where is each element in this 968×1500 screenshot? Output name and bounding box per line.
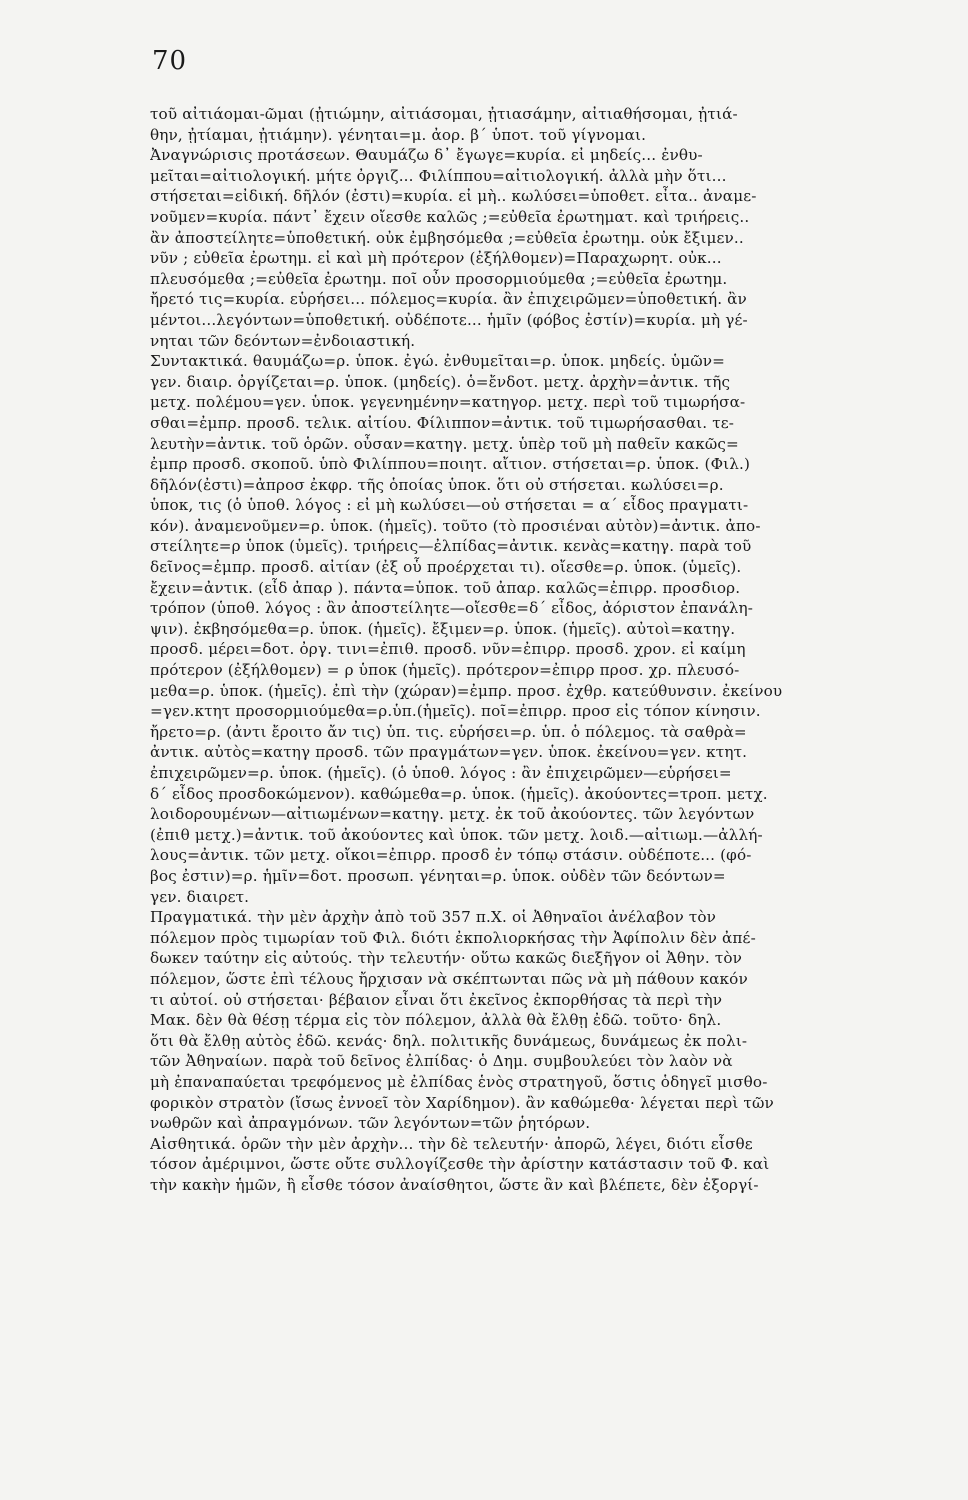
text-line: πόλεμον, ὥστε ἐπὶ τέλους ἤρχισαν νὰ σκέπτωνται πῶς νὰ μὴ πάθουν κακόν (150, 969, 748, 988)
text-line: μεῖται=αἰτιολογική. μήτε ὀργιζ... Φιλίππου=αἰτιολογική. ἀλλὰ μὴν ὅτι... (150, 166, 727, 185)
text-line: νῦν ; εὐθεῖα ἐρωτημ. εἰ καὶ μὴ πρότερον (ἐξήλθομεν)=Παραχωρητ. οὐκ... (150, 249, 722, 268)
text-line: πόλεμον πρὸς τιμωρίαν τοῦ Φιλ. διότι ἐκπολιορκήσας τὴν Ἀφίπολιν δὲν ἀπέ- (150, 928, 756, 947)
text-line: δ΄ εἶδος προσδοκώμενον). καθώμεθα=ρ. ὑποκ. (ἡμεῖς). ἀκούοντες=τροπ. μετχ. (150, 784, 768, 803)
text-line: μεθα=ρ. ὑποκ. (ἡμεῖς). ἐπὶ τὴν (χώραν)=ἐμπρ. προσ. ἐχθρ. κατεύθυνσιν. ἐκείνου (150, 681, 783, 700)
text-line: νωθρῶν καὶ ἀπραγμόνων. τῶν λεγόντων=τῶν ῥητόρων. (150, 1114, 591, 1133)
text-line: τὴν κακὴν ἡμῶν, ἢ εἶσθε τόσον ἀναίσθητοι, ὥστε ἂν καὶ βλέπετε, δὲν ἐξοργί- (150, 1175, 759, 1194)
text-line: γεν. διαιρ. ὀργίζεται=ρ. ὑποκ. (μηδείς). ὁ=ἔνδοτ. μετχ. ἀρχὴν=ἀντικ. τῆς (150, 372, 731, 391)
text-line: πρότερον (ἐξήλθομεν) = ρ ὑποκ (ἡμεῖς). πρότερον=ἐπιρρ προσ. χρ. πλευσό- (150, 661, 740, 680)
text-line: ἤρετό τις=κυρία. εὑρήσει... πόλεμος=κυρία. ἂν ἐπιχειρῶμεν=ὑποθετική. ἂν (150, 290, 747, 309)
text-line: ἤρετο=ρ. (ἀντι ἔροιτο ἄν τις) ὑπ. τις. εὑρήσει=ρ. ὑπ. ὁ πόλεμος. τὰ σαθρὰ= (150, 722, 747, 741)
text-line: πλευσόμεθα ;=εὐθεῖα ἐρωτημ. ποῖ οὖν προσορμιούμεθα ;=εὐθεῖα ἐρωτημ. (150, 269, 728, 288)
text-line: Πραγματικά. τὴν μὲν ἀρχὴν ἀπὸ τοῦ 357 π.Χ. οἱ Ἀθηναῖοι ἀνέλαβον τὸν (150, 908, 717, 927)
text-line: ψιν). ἐκβησόμεθα=ρ. ὑποκ. (ἡμεῖς). ἔξιμεν=ρ. ὑποκ. (ἡμεῖς). αὐτοὶ=κατηγ. (150, 619, 736, 638)
text-line: ἐμπρ προσδ. σκοποῦ. ὑπὸ Φιλίππου=ποιητ. αἴτιον. στήσεται=ρ. ὑποκ. (Φιλ.) (150, 455, 751, 474)
text-line: ἀντικ. αὐτὸς=κατηγ προσδ. τῶν πραγμάτων=γεν. ὑποκ. ἐκείνου=γεν. κτητ. (150, 743, 748, 762)
text-line: δωκεν ταύτην εἰς αὐτούς. τὴν τελευτήν· οὕτω κακῶς διεξῆγον οἱ Ἀθην. τὸν (150, 949, 743, 968)
text-line: ὑποκ, τις (ὁ ὑποθ. λόγος : εἰ μὴ κωλύσει—οὐ στήσεται = α΄ εἶδος πραγματι- (150, 496, 749, 515)
text-line: Συντακτικά. θαυμάζω=ρ. ὑποκ. ἐγώ. ἐνθυμεῖται=ρ. ὑποκ. μηδείς. ὑμῶν= (150, 352, 726, 371)
text-line: μέντοι...λεγόντων=ὑποθετική. οὐδέποτε... ἡμῖν (φόβος ἐστίν)=κυρία. μὴ γέ- (150, 310, 748, 329)
text-line: λοιδορουμένων—αἰτιωμένων=κατηγ. μετχ. ἐκ τοῦ ἀκούοντες. τῶν λεγόντων (150, 805, 755, 824)
page-number: 70 (152, 46, 188, 76)
text-line: =γεν.κτητ προσορμιούμεθα=ρ.ὑπ.(ἡμεῖς). ποῖ=ἐπιρρ. προσ εἰς τόπον κίνησιν. (150, 702, 761, 721)
text-line: στείλητε=ρ ὑποκ (ὑμεῖς). τριήρεις—ἐλπίδας=ἀντικ. κενὰς=κατηγ. παρὰ τοῦ (150, 537, 752, 556)
text-line: λους=ἀντικ. τῶν μετχ. οἴκοι=ἐπιρρ. προσδ ἐν τόπῳ στάσιν. οὐδέποτε... (φό- (150, 846, 752, 865)
text-line: ὅτι θὰ ἔλθῃ αὐτὸς ἐδῶ. κενάς· δηλ. πολιτικῆς δυνάμεως, δυνάμεως ἐκ πολι- (150, 1031, 748, 1050)
text-line: τοῦ αἰτιάομαι-ῶμαι (ᾐτιώμην, αἰτιάσομαι, ᾐτιασάμην, αἰτιαθήσομαι, ᾐτιά- (150, 105, 738, 123)
text-line: νοῦμεν=κυρία. πάντ᾽ ἔχειν οἴεσθε καλῶς ;=εὐθεῖα ἐρωτηματ. καὶ τριήρεις.. (150, 207, 750, 226)
text-line: κόν). ἀναμενοῦμεν=ρ. ὑποκ. (ἡμεῖς). τοῦτο (τὸ προσιέναι αὐτὸν)=ἀντικ. ἀπο- (150, 516, 761, 535)
text-line: ἐπιχειρῶμεν=ρ. ὑποκ. (ἡμεῖς). (ὁ ὑποθ. λόγος : ἂν ἐπιχειρῶμεν—εὑρήσει= (150, 764, 732, 782)
text-line: Ἀναγνώρισις προτάσεων. Θαυμάζω δ᾽ ἔγωγε=κυρία. εἰ μηδείς... ἐνθυ- (150, 146, 703, 165)
commentary-text (150, 104, 850, 1195)
text-line: ἔχειν=ἀντικ. (εἶδ ἀπαρ ). πάντα=ὑποκ. τοῦ ἀπαρ. καλῶς=ἐπιρρ. προσδιορ. (150, 578, 741, 597)
text-line: στήσεται=εἰδική. δῆλόν (ἐστι)=κυρία. εἰ μὴ.. κωλύσει=ὑποθετ. εἶτα.. ἀναμε- (150, 187, 757, 206)
text-line: τῶν Ἀθηναίων. παρὰ τοῦ δεῖνος ἐλπίδας· ὁ Δημ. συμβουλεύει τὸν λαὸν νὰ (150, 1052, 733, 1071)
text-line: δῆλόν(ἐστι)=ἀπροσ ἐκφρ. τῆς ὁποίας ὑποκ. ὅτι οὐ στήσεται. κωλύσει=ρ. (150, 475, 724, 494)
text-line: (ἐπιθ μετχ.)=ἀντικ. τοῦ ἀκούοντες καὶ ὑποκ. τῶν μετχ. λοιδ.—αἰτιωμ.—ἀλλή- (150, 825, 763, 844)
text-line: ἂν ἀποστείλητε=ὑποθετική. οὐκ ἐμβησόμεθα ;=εὐθεῖα ἐρωτημ. οὐκ ἔξιμεν.. (150, 228, 744, 247)
text-line: γεν. διαιρετ. (150, 887, 250, 906)
text-line: τρόπον (ὑποθ. λόγος : ἂν ἀποστείλητε—οἴεσθε=δ΄ εἶδος, ἀόριστον ἐπανάλη- (150, 599, 754, 618)
text-line: μὴ ἐπαναπαύεται τρεφόμενος μὲ ἐλπίδας ἑνὸς στρατηγοῦ, ὅστις ὁδηγεῖ μισθο- (150, 1072, 768, 1091)
text-line: σθαι=ἐμπρ. προσδ. τελικ. αἰτίου. Φίλιππον=ἀντικ. τοῦ τιμωρήσασθαι. τε- (150, 413, 735, 432)
text-line: θην, ᾐτίαμαι, ᾐτιάμην). γένηται=μ. ἀορ. β΄ ὑποτ. τοῦ γίγνομαι. (150, 125, 647, 144)
text-line: τόσον ἀμέριμνοι, ὥστε οὔτε συλλογίζεσθε τὴν ἀρίστην κατάστασιν τοῦ Φ. καὶ (150, 1155, 770, 1174)
text-line: προσδ. μέρει=δοτ. ὀργ. τινι=ἐπιθ. προσδ. νῦν=ἐπιρρ. προσδ. χρον. εἰ καίμη (150, 640, 746, 659)
text-line: φορικὸν στρατὸν (ἴσως ἐννοεῖ τὸν Χαρίδημον). ἂν καθώμεθα· λέγεται περὶ τῶν (150, 1093, 774, 1112)
text-line: Αἰσθητικά. ὁρῶν τὴν μὲν ἀρχὴν... τὴν δὲ τελευτήν· ἀπορῶ, λέγει, διότι εἶσθε (150, 1134, 753, 1153)
text-line: τι αὐτοί. οὐ στήσεται· βέβαιον εἶναι ὅτι ἐκεῖνος ἐκπορθήσας τὰ περὶ τὴν (150, 990, 723, 1009)
text-line: βος ἐστιν)=ρ. ἡμῖν=δοτ. προσωπ. γένηται=ρ. ὑποκ. οὐδὲν τῶν δεόντων= (150, 866, 726, 885)
text-line: μετχ. πολέμου=γεν. ὑποκ. γεγενημένην=κατηγορ. μετχ. περὶ τοῦ τιμωρήσα- (150, 393, 746, 412)
text-line: νηται τῶν δεόντων=ἐνδοιαστική. (150, 331, 416, 350)
text-line: Μακ. δὲν θὰ θέσῃ τέρμα εἰς τὸν πόλεμον, ἀλλὰ θὰ ἔλθῃ ἐδῶ. τοῦτο· δηλ. (150, 1011, 722, 1030)
text-line: λευτὴν=ἀντικ. τοῦ ὁρῶν. οὖσαν=κατηγ. μετχ. ὑπὲρ τοῦ μὴ παθεῖν κακῶς= (150, 434, 739, 453)
text-line: δεῖνος=ἐμπρ. προσδ. αἰτίαν (ἐξ οὗ προέρχεται τι). οἴεσθε=ρ. ὑποκ. (ὑμεῖς). (150, 558, 742, 577)
